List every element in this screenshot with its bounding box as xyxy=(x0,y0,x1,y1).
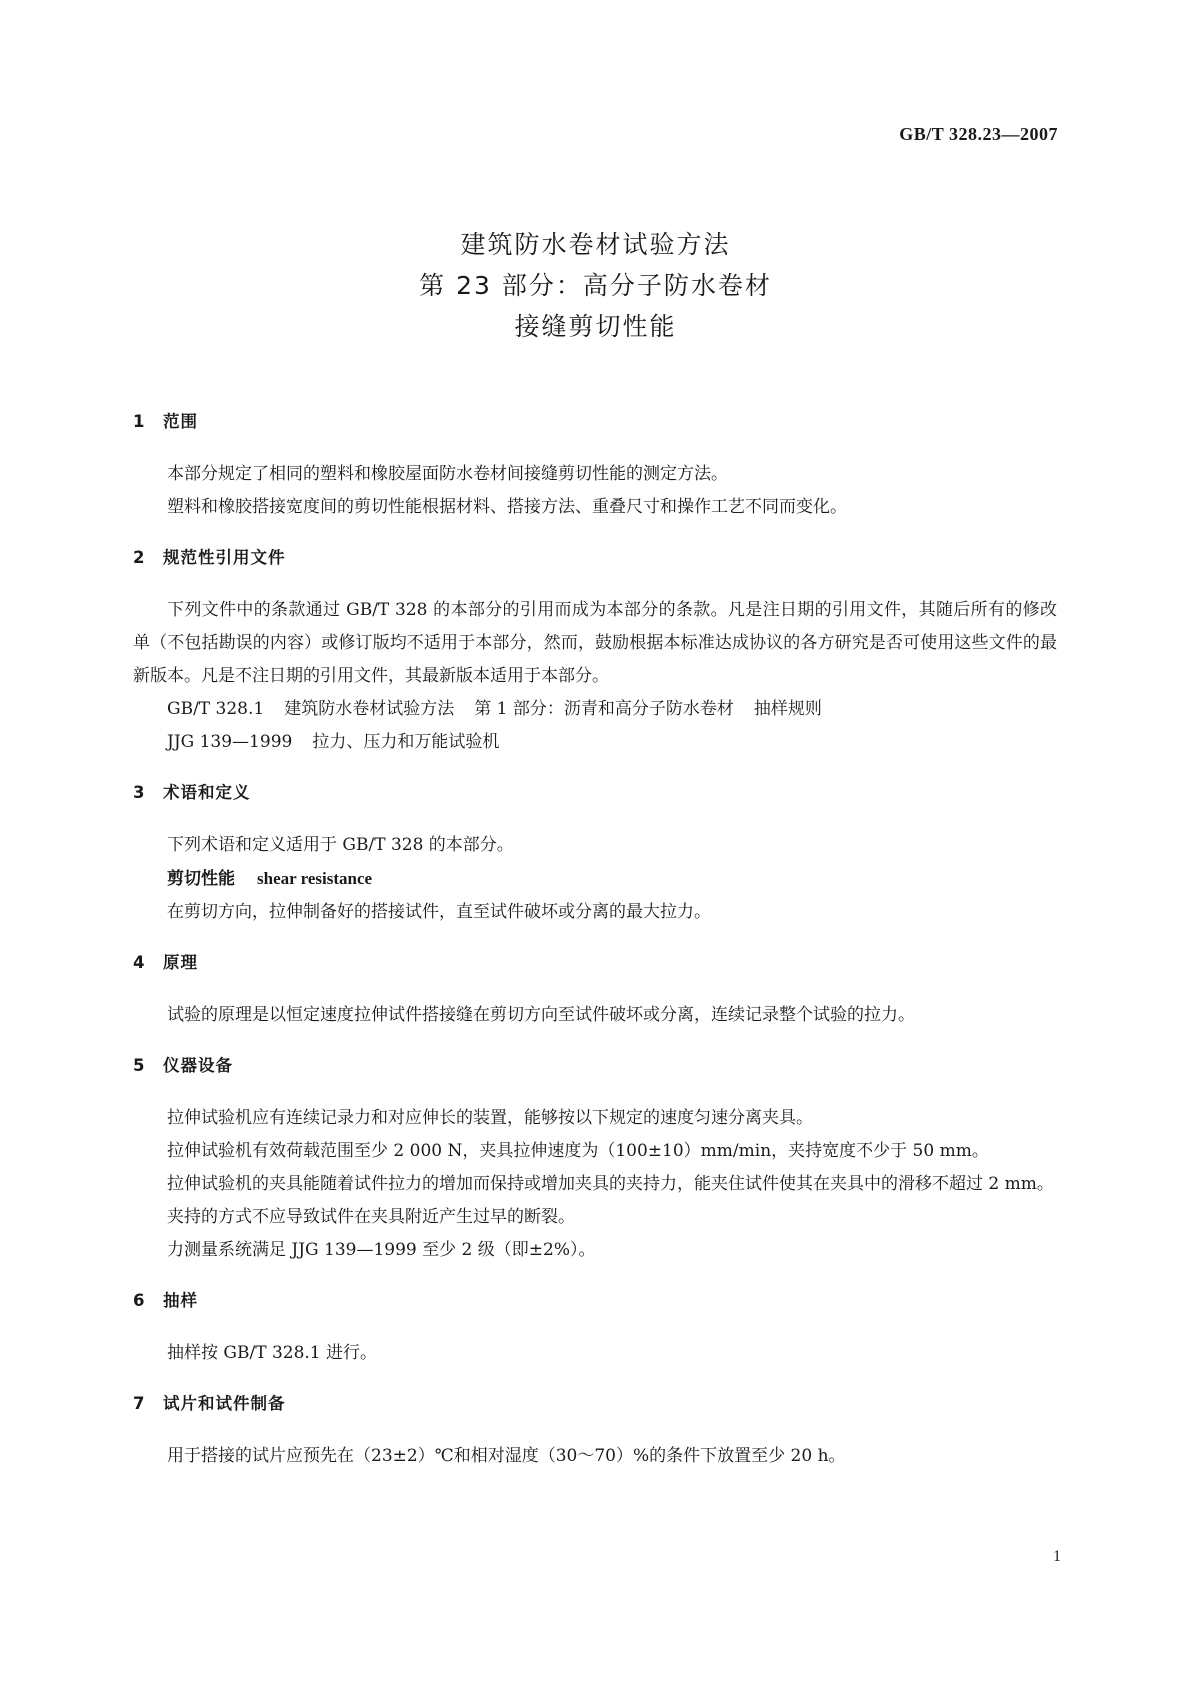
normative-reference xyxy=(133,693,1057,726)
section-heading-1 xyxy=(133,408,1057,432)
section-heading-6 xyxy=(133,1287,1057,1311)
term-entry xyxy=(133,862,1057,896)
section-title: 范围 xyxy=(163,412,198,431)
paragraph: 用于搭接的试片应预先在（23±2）℃和相对湿度（30～70）%的条件下放置至少 20 h。 xyxy=(167,1446,846,1466)
normative-reference xyxy=(133,726,1057,759)
section-title: 原理 xyxy=(163,953,198,972)
section-heading-7 xyxy=(133,1390,1057,1414)
reference-subtitle: 抽样规则 xyxy=(753,699,822,719)
section-title: 规范性引用文件 xyxy=(163,548,286,567)
paragraph: 夹持的方式不应导致试件在夹具附近产生过早的断裂。 xyxy=(167,1207,575,1227)
title-line-2: 第 23 部分：高分子防水卷材 xyxy=(419,271,772,300)
standard-code: GB/T 328.23—2007 xyxy=(899,124,1058,144)
reference-title: 建筑防水卷材试验方法 xyxy=(284,699,455,719)
paragraph: 拉伸试验机有效荷载范围至少 2 000 N，夹具拉伸速度为（100±10）mm/min，夹持宽度不少于 50 mm。 xyxy=(167,1141,989,1161)
paragraph: 本部分规定了相同的塑料和橡胶屋面防水卷材间接缝剪切性能的测定方法。 xyxy=(167,464,728,484)
reference-title: 拉力、压力和万能试验机 xyxy=(312,732,500,752)
section-heading-5 xyxy=(133,1052,1057,1076)
section-number: 3 xyxy=(133,783,146,802)
section-number: 4 xyxy=(133,953,146,972)
section-number: 5 xyxy=(133,1056,146,1075)
section-title: 试片和试件制备 xyxy=(163,1394,286,1413)
section-title: 术语和定义 xyxy=(163,783,251,802)
paragraph: 抽样按 GB/T 328.1 进行。 xyxy=(167,1343,378,1363)
paragraph: 下列术语和定义适用于 GB/T 328 的本部分。 xyxy=(167,835,514,855)
paragraph: 拉伸试验机的夹具能随着试件拉力的增加而保持或增加夹具的夹持力，能夹住试件使其在夹具中的滑移不超过 2 mm。 xyxy=(167,1174,1054,1194)
section-number: 1 xyxy=(133,412,146,431)
term-chinese: 剪切性能 xyxy=(167,869,235,889)
paragraph: 塑料和橡胶搭接宽度间的剪切性能根据材料、搭接方法、重叠尺寸和操作工艺不同而变化。 xyxy=(167,497,847,517)
paragraph: 试验的原理是以恒定速度拉伸试件搭接缝在剪切方向至试件破坏或分离，连续记录整个试验的拉力。 xyxy=(167,1005,915,1025)
section-number: 6 xyxy=(133,1291,146,1310)
paragraph: 下列文件中的条款通过 GB/T 328 的本部分的引用而成为本部分的条款。凡是注日期的引用文件，其随后所有的修改单（不包括勘误的内容）或修订版均不适用于本部分，然而，鼓励根据本标准达成协议的各方研究是否可使用这些文件的最新版本。凡是不注日期的引用文件，其最新版本适用于本部分。 xyxy=(133,600,1057,686)
term-english: shear resistance xyxy=(257,869,373,888)
reference-part: 第 1 部分：沥青和高分子防水卷材 xyxy=(474,699,734,719)
section-title: 仪器设备 xyxy=(163,1056,233,1075)
title-line-1: 建筑防水卷材试验方法 xyxy=(460,230,731,259)
reference-code: GB/T 328.1 xyxy=(167,699,265,719)
title-line-3: 接缝剪切性能 xyxy=(514,312,677,341)
term-definition: 在剪切方向，拉伸制备好的搭接试件，直至试件破坏或分离的最大拉力。 xyxy=(167,902,711,922)
section-heading-2 xyxy=(133,544,1057,568)
section-heading-3 xyxy=(133,779,1057,803)
paragraph: 力测量系统满足 JJG 139—1999 至少 2 级（即±2%）。 xyxy=(167,1240,596,1260)
section-heading-4 xyxy=(133,949,1057,973)
reference-code: JJG 139—1999 xyxy=(167,732,293,752)
page-number: 1 xyxy=(1053,1548,1061,1565)
document-title xyxy=(0,224,1191,347)
section-title: 抽样 xyxy=(163,1291,198,1310)
section-number: 7 xyxy=(133,1394,146,1413)
paragraph: 拉伸试验机应有连续记录力和对应伸长的装置，能够按以下规定的速度匀速分离夹具。 xyxy=(167,1108,813,1128)
document-body xyxy=(133,408,1057,1473)
section-number: 2 xyxy=(133,548,146,567)
